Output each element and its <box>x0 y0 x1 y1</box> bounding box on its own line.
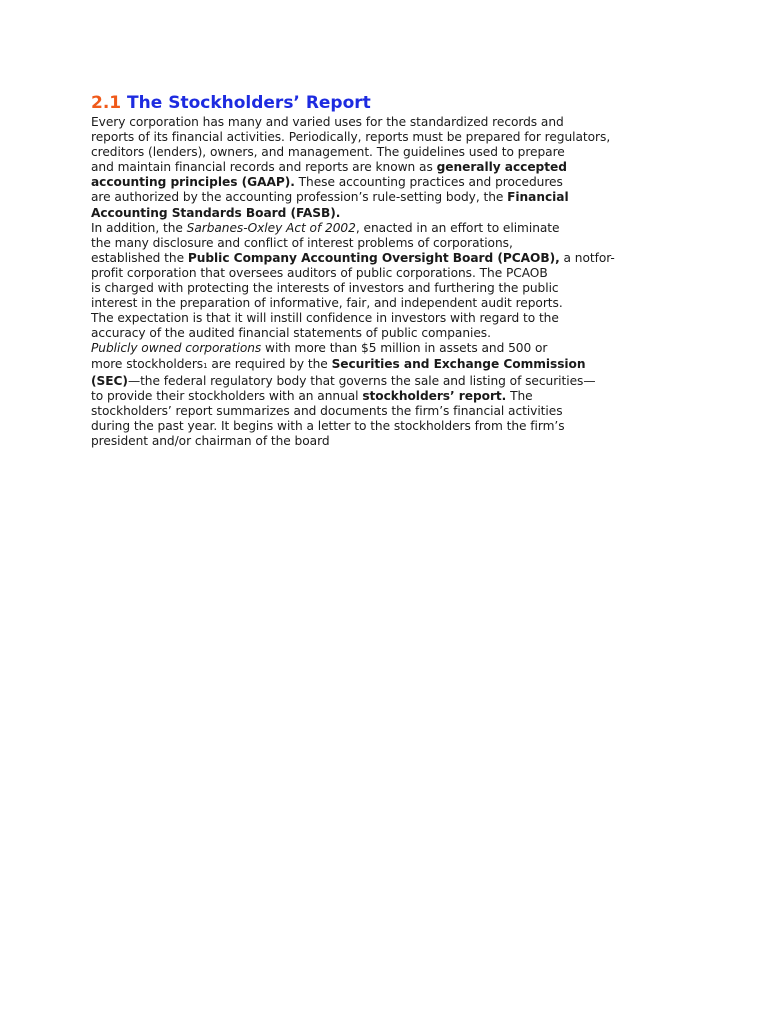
term-fasb-cont: Accounting Standards Board (FASB). <box>91 205 341 220</box>
text-line: more stockholders1 are required by the Securities and Exchange Commission <box>91 356 586 371</box>
text-line: accounting principles (GAAP). These accounting practices and procedures <box>91 175 563 190</box>
section-number: 2.1 <box>91 93 122 113</box>
section-heading <box>91 92 691 114</box>
text-line: In addition, the Sarbanes-Oxley Act of 2002, enacted in an effort to eliminate <box>91 220 560 235</box>
term-gaap: generally accepted <box>436 160 567 175</box>
text-line: (SEC)—the federal regulatory body that governs the sale and listing of securities— <box>91 373 596 388</box>
paragraph-gaap <box>91 115 691 221</box>
text-line: The expectation is that it will instill confidence in investors with regard to the <box>91 311 559 326</box>
term-gaap-cont: accounting principles (GAAP). <box>91 175 295 190</box>
text-line: established the Public Company Accounting Oversight Board (PCAOB), a notfor- <box>91 250 615 265</box>
text-line: profit corporation that oversees auditors of public corporations. The PCAOB <box>91 265 548 280</box>
text-line: Every corporation has many and varied uses for the standardized records and <box>91 115 564 129</box>
text-line <box>91 206 691 221</box>
paragraph-sec <box>91 341 691 449</box>
text-line: during the past year. It begins with a letter to the stockholders from the firm’s <box>91 418 565 433</box>
text-line: accuracy of the audited financial statements of public companies. <box>91 326 491 341</box>
term-sec-abbr: (SEC) <box>91 373 128 388</box>
term-sarbanes-oxley: Sarbanes-Oxley Act of 2002 <box>186 220 356 235</box>
paragraph-pcaob <box>91 221 691 342</box>
term-sec: Securities and Exchange Commission <box>331 356 586 371</box>
text-line: interest in the preparation of informative, fair, and independent audit reports. <box>91 296 563 311</box>
term-publicly-owned: Publicly owned corporations <box>91 341 262 356</box>
text-line: president and/or chairman of the board <box>91 433 330 448</box>
text-line: reports of its financial activities. Periodically, reports must be prepared for regulators, <box>91 130 611 145</box>
text-line: to provide their stockholders with an annual stockholders’ report. The <box>91 388 533 403</box>
footnote-marker: 1 <box>203 361 208 370</box>
section-title: The Stockholders’ Report <box>127 93 371 113</box>
term-pcaob: Public Company Accounting Oversight Board (PCAOB), <box>187 250 560 265</box>
text-line: creditors (lenders), owners, and management. The guidelines used to prepare <box>91 145 565 160</box>
text-line: are authorized by the accounting profession’s rule-setting body, the Financial <box>91 190 569 205</box>
text-line: Publicly owned corporations with more than $5 million in assets and 500 or <box>91 341 548 356</box>
term-fasb: Financial <box>507 190 569 205</box>
text-line: and maintain financial records and reports are known as generally accepted <box>91 160 567 175</box>
text-line: the many disclosure and conflict of interest problems of corporations, <box>91 235 513 250</box>
term-stockholders-report: stockholders’ report. <box>362 388 507 403</box>
text-line: stockholders’ report summarizes and documents the firm’s financial activities <box>91 403 563 418</box>
text-line: is charged with protecting the interests of investors and furthering the public <box>91 281 559 296</box>
document-page <box>91 92 691 449</box>
